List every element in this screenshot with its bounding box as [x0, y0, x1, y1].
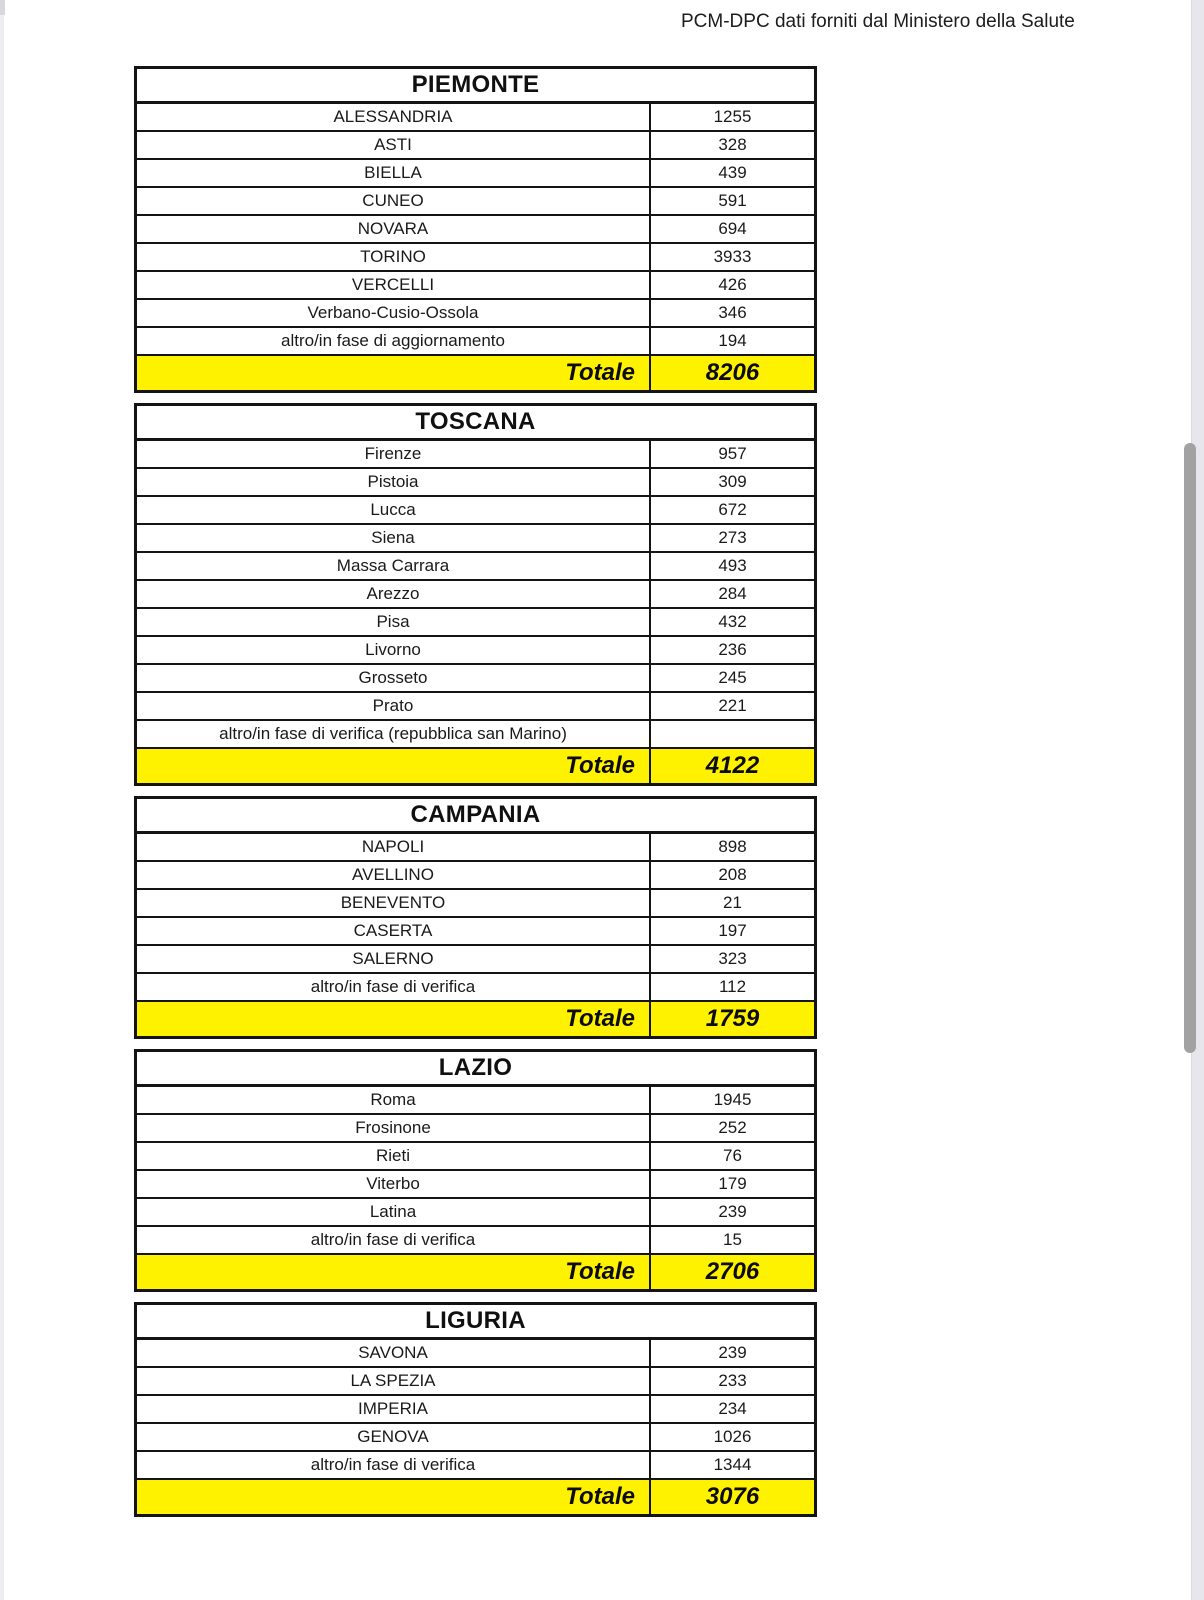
row-value-cell: 236: [718, 640, 747, 659]
table-row: [137, 104, 814, 130]
row-value-cell: 1344: [713, 1455, 752, 1474]
scrollbar-thumb[interactable]: [1184, 443, 1196, 1053]
row-value-cell: 245: [718, 668, 747, 687]
row-label-cell: Rieti: [137, 1143, 651, 1169]
row-label-cell: Firenze: [137, 441, 651, 467]
table-row: [137, 1366, 814, 1394]
row-label-cell: altro/in fase di aggiornamento: [137, 328, 651, 354]
table-row: [137, 607, 814, 635]
row-label-cell: Pisa: [137, 609, 651, 635]
total-label-cell: Totale: [137, 356, 651, 390]
row-label-cell: SAVONA: [137, 1340, 651, 1366]
region-title: CAMPANIA: [137, 799, 814, 834]
row-label-cell: BENEVENTO: [137, 890, 651, 916]
total-value-cell: 8206: [705, 359, 760, 386]
row-value-cell: 591: [718, 191, 747, 210]
total-row: [137, 1000, 814, 1036]
table-row: [137, 834, 814, 860]
table-row: [137, 944, 814, 972]
table-row: [137, 635, 814, 663]
row-label-cell: LA SPEZIA: [137, 1368, 651, 1394]
page-header-note: PCM-DPC dati forniti dal Ministero della Salute: [681, 11, 1075, 32]
table-row: [137, 916, 814, 944]
row-value-cell: 426: [718, 275, 747, 294]
table-row: [137, 298, 814, 326]
region-table-piemonte: [134, 66, 817, 393]
row-value-cell: 439: [718, 163, 747, 182]
row-value-cell: 1255: [713, 107, 752, 126]
table-row: [137, 1422, 814, 1450]
row-value-cell: 346: [718, 303, 747, 322]
table-row: [137, 663, 814, 691]
row-value-cell: 1026: [713, 1427, 752, 1446]
row-value-cell: 21: [723, 893, 742, 912]
row-value-cell: 179: [718, 1174, 747, 1193]
table-row: [137, 1225, 814, 1253]
table-row: [137, 158, 814, 186]
row-value-cell: 239: [718, 1343, 747, 1362]
table-row: [137, 1450, 814, 1478]
row-value-cell: 239: [718, 1202, 747, 1221]
row-label-cell: Frosinone: [137, 1115, 651, 1141]
row-value-cell: 273: [718, 528, 747, 547]
table-row: [137, 719, 814, 747]
row-value-cell: 15: [723, 1230, 742, 1249]
table-row: [137, 270, 814, 298]
table-row: [137, 691, 814, 719]
table-row: [137, 860, 814, 888]
row-label-cell: Roma: [137, 1087, 651, 1113]
total-label-cell: Totale: [137, 1480, 651, 1514]
row-value-cell: 221: [718, 696, 747, 715]
table-row: [137, 972, 814, 1000]
region-table-liguria: [134, 1302, 817, 1517]
total-label-cell: Totale: [137, 749, 651, 783]
region-title: PIEMONTE: [137, 69, 814, 104]
row-value-cell: 284: [718, 584, 747, 603]
table-row: [137, 1169, 814, 1197]
row-label-cell: ASTI: [137, 132, 651, 158]
row-label-cell: NOVARA: [137, 216, 651, 242]
table-row: [137, 326, 814, 354]
total-value-cell: 4122: [705, 752, 760, 779]
table-row: [137, 186, 814, 214]
table-row: [137, 242, 814, 270]
row-label-cell: altro/in fase di verifica: [137, 974, 651, 1000]
table-row: [137, 579, 814, 607]
row-label-cell: VERCELLI: [137, 272, 651, 298]
table-row: [137, 441, 814, 467]
region-table-toscana: [134, 403, 817, 786]
row-value-cell: 3933: [713, 247, 752, 266]
row-label-cell: Grosseto: [137, 665, 651, 691]
row-label-cell: Arezzo: [137, 581, 651, 607]
table-row: [137, 495, 814, 523]
table-row: [137, 1197, 814, 1225]
region-table-lazio: [134, 1049, 817, 1292]
row-label-cell: Latina: [137, 1199, 651, 1225]
row-label-cell: Verbano-Cusio-Ossola: [137, 300, 651, 326]
table-row: [137, 1340, 814, 1366]
row-label-cell: AVELLINO: [137, 862, 651, 888]
table-row: [137, 1394, 814, 1422]
row-label-cell: ALESSANDRIA: [137, 104, 651, 130]
row-label-cell: SALERNO: [137, 946, 651, 972]
total-row: [137, 354, 814, 390]
row-label-cell: altro/in fase di verifica (repubblica san Marino): [137, 721, 651, 747]
row-value-cell: 252: [718, 1118, 747, 1137]
row-value-cell: 234: [718, 1399, 747, 1418]
region-tables-container: [134, 66, 817, 1517]
total-label-cell: Totale: [137, 1002, 651, 1036]
row-value-cell: 76: [723, 1146, 742, 1165]
row-label-cell: altro/in fase di verifica: [137, 1227, 651, 1253]
table-row: [137, 551, 814, 579]
left-edge-cap-artifact: [0, 0, 5, 15]
row-value-cell: 197: [718, 921, 747, 940]
table-row: [137, 467, 814, 495]
total-label-cell: Totale: [137, 1255, 651, 1289]
left-edge-artifact: [0, 0, 4, 1600]
row-value-cell: 694: [718, 219, 747, 238]
row-value-cell: 672: [718, 500, 747, 519]
row-value-cell: 957: [718, 444, 747, 463]
total-value-cell: 1759: [705, 1005, 760, 1032]
row-label-cell: NAPOLI: [137, 834, 651, 860]
table-row: [137, 888, 814, 916]
row-label-cell: Viterbo: [137, 1171, 651, 1197]
row-label-cell: Lucca: [137, 497, 651, 523]
table-row: [137, 523, 814, 551]
total-value-cell: 2706: [705, 1258, 760, 1285]
table-row: [137, 1141, 814, 1169]
row-value-cell: 323: [718, 949, 747, 968]
row-value-cell: 112: [718, 977, 747, 996]
total-row: [137, 1253, 814, 1289]
table-row: [137, 130, 814, 158]
row-value-cell: 233: [718, 1371, 747, 1390]
row-label-cell: GENOVA: [137, 1424, 651, 1450]
row-label-cell: IMPERIA: [137, 1396, 651, 1422]
row-value-cell: 898: [718, 837, 747, 856]
row-label-cell: Siena: [137, 525, 651, 551]
row-label-cell: Livorno: [137, 637, 651, 663]
table-row: [137, 214, 814, 242]
table-row: [137, 1113, 814, 1141]
table-row: [137, 1087, 814, 1113]
row-label-cell: Pistoia: [137, 469, 651, 495]
total-row: [137, 747, 814, 783]
row-value-cell: [651, 721, 814, 747]
region-title: TOSCANA: [137, 406, 814, 441]
region-title: LIGURIA: [137, 1305, 814, 1340]
row-label-cell: TORINO: [137, 244, 651, 270]
row-value-cell: 194: [718, 331, 747, 350]
row-label-cell: CUNEO: [137, 188, 651, 214]
region-title: LAZIO: [137, 1052, 814, 1087]
total-row: [137, 1478, 814, 1514]
row-label-cell: Prato: [137, 693, 651, 719]
total-value-cell: 3076: [705, 1483, 760, 1510]
row-value-cell: 432: [718, 612, 747, 631]
row-value-cell: 208: [718, 865, 747, 884]
region-table-campania: [134, 796, 817, 1039]
row-value-cell: 1945: [713, 1090, 752, 1109]
row-label-cell: BIELLA: [137, 160, 651, 186]
row-label-cell: altro/in fase di verifica: [137, 1452, 651, 1478]
row-value-cell: 493: [718, 556, 747, 575]
row-label-cell: CASERTA: [137, 918, 651, 944]
row-value-cell: 328: [718, 135, 747, 154]
row-value-cell: 309: [718, 472, 747, 491]
row-label-cell: Massa Carrara: [137, 553, 651, 579]
